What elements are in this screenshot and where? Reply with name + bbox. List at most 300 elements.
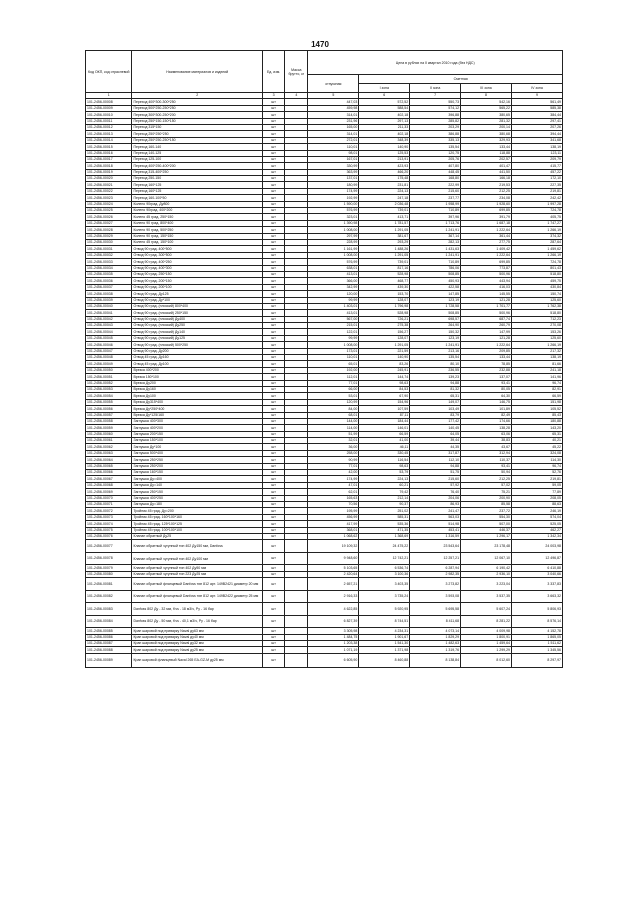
row-zone-4-price: 143,20 [511, 425, 562, 431]
row-mass [285, 578, 308, 591]
row-code: 101-2456-00056 [86, 406, 132, 412]
header-zone-2: II зона [410, 84, 461, 93]
row-release-price: 366,00 [308, 278, 359, 284]
row-release-price: 42,00 [308, 470, 359, 476]
column-index: 2 [132, 93, 263, 99]
row-code: 101-2456-00028 [86, 227, 132, 233]
row-zone-3-price: 147,99 [461, 329, 512, 335]
row-release-price: 165,00 [308, 124, 359, 130]
row-release-price: 66,00 [308, 386, 359, 392]
row-zone-1-price: 1 291,05 [359, 252, 410, 258]
row-unit: шт [263, 634, 285, 640]
row-zone-3-price: 361,44 [461, 233, 512, 239]
row-name: Кран шаровой под приварку Naval ду32 мм [132, 640, 263, 646]
row-release-price: 174,99 [308, 476, 359, 482]
row-unit: шт [263, 521, 285, 527]
row-name: Отвод 90 град. 200*150 [132, 278, 263, 284]
row-zone-3-price: 565,22 [461, 105, 512, 111]
row-zone-3-price: 4 009,98 [461, 628, 512, 634]
row-release-price: 1 008,00 [308, 342, 359, 348]
row-zone-2-price: 80,10 [410, 361, 461, 367]
row-release-price: 323,01 [308, 214, 359, 220]
row-unit: шт [263, 303, 285, 309]
row-unit: шт [263, 99, 285, 105]
row-zone-4-price: 8 297,97 [511, 653, 562, 667]
row-zone-3-price: 3 223,04 [461, 578, 512, 591]
row-unit: шт [263, 252, 285, 258]
row-code: 101-2456-00033 [86, 259, 132, 265]
row-zone-2-price: 83,79 [410, 412, 461, 418]
row-name: Клапан обратный Ду25 [132, 533, 263, 539]
row-zone-3-price: 137,07 [461, 374, 512, 380]
row-unit: шт [263, 105, 285, 111]
row-unit: шт [263, 540, 285, 553]
row-zone-1-price: 128,07 [359, 335, 410, 341]
row-code: 101-2456-00009 [86, 105, 132, 111]
row-zone-1-price: 588,54 [359, 105, 410, 111]
header-estimate: Сметная [359, 75, 563, 84]
row-name: Отвод 90 град. (плоский) 250*150 [132, 310, 263, 316]
row-zone-3-price: 63,06 [461, 431, 512, 437]
row-zone-3-price: 237,72 [461, 508, 512, 514]
row-code: 101-2456-00043 [86, 323, 132, 329]
row-zone-4-price: 3 337,83 [511, 578, 562, 591]
row-zone-1-price: 439,30 [359, 284, 410, 290]
row-code: 101-2456-00008 [86, 99, 132, 105]
row-code: 101-2456-00011 [86, 118, 132, 124]
row-zone-1-price: 140,90 [359, 355, 410, 361]
row-code: 101-2456-00060 [86, 431, 132, 437]
row-release-price: 1 390,98 [308, 220, 359, 226]
row-release-price: 2 420,64 [308, 571, 359, 577]
row-release-price: 576,99 [308, 208, 359, 214]
row-zone-1-price: 413,71 [359, 214, 410, 220]
row-zone-4-price: 114,30 [511, 457, 562, 463]
row-zone-1-price: 8 744,51 [359, 615, 410, 628]
row-zone-3-price: 138,28 [461, 425, 512, 431]
row-zone-1-price: 87,11 [359, 412, 410, 418]
row-zone-1-price: 3 735,24 [359, 590, 410, 603]
row-release-price: 68,01 [308, 412, 359, 418]
row-release-price: 231,96 [308, 118, 359, 124]
row-zone-4-price: 227,35 [511, 182, 562, 188]
row-zone-4-price: 3 040,66 [511, 571, 562, 577]
row-code: 101-2456-00024 [86, 201, 132, 207]
row-zone-2-price: 1 728,58 [410, 303, 461, 309]
row-zone-4-price: 1 997,28 [511, 201, 562, 207]
row-name: Врезка Ду100 [132, 393, 263, 399]
row-zone-3-price: 1 800,91 [461, 634, 512, 640]
row-zone-4-price: 209,79 [511, 156, 562, 162]
row-release-price: 2 916,33 [308, 590, 359, 603]
row-zone-3-price: 12 067,10 [461, 552, 512, 565]
row-release-price: 228,99 [308, 239, 359, 245]
row-zone-3-price: 380,68 [461, 131, 512, 137]
row-zone-1-price: 66,59 [359, 431, 410, 437]
row-zone-1-price: 175,48 [359, 176, 410, 182]
row-unit: шт [263, 316, 285, 322]
row-zone-4-price: 459,75 [511, 278, 562, 284]
row-zone-1-price: 3 100,36 [359, 571, 410, 577]
row-zone-4-price: 241,18 [511, 367, 562, 373]
row-release-price: 1 590,00 [308, 201, 359, 207]
row-code: 101-2456-00072 [86, 508, 132, 514]
row-zone-4-price: 40,21 [511, 438, 562, 444]
row-zone-1-price: 2 036,48 [359, 201, 410, 207]
row-release-price: 120,00 [308, 291, 359, 297]
row-code: 101-2456-00023 [86, 195, 132, 201]
row-zone-1-price: 4 234,31 [359, 628, 410, 634]
row-zone-3-price: 1 296,17 [461, 533, 512, 539]
row-zone-4-price: 1 747,27 [511, 220, 562, 226]
row-zone-2-price: 786,06 [410, 265, 461, 271]
row-unit: шт [263, 118, 285, 124]
row-code: 101-2456-00037 [86, 284, 132, 290]
row-zone-2-price: 86,93 [410, 502, 461, 508]
row-zone-4-price: 219,81 [511, 188, 562, 194]
table-row [86, 653, 563, 667]
row-unit: шт [263, 342, 285, 348]
row-name: Заглушка 400*250 [132, 495, 263, 501]
table-row [86, 552, 563, 565]
row-name: Заглушка 160*150 [132, 470, 263, 476]
row-unit: шт [263, 188, 285, 194]
row-zone-1-price: 739,01 [359, 208, 410, 214]
row-release-price: 1 484,75 [308, 634, 359, 640]
row-zone-1-price: 144,74 [359, 374, 410, 380]
row-name: Заглушка 250*200 [132, 463, 263, 469]
row-name: Заглушка 250*250 [132, 457, 263, 463]
row-zone-2-price: 149,07 [410, 399, 461, 405]
row-zone-3-price: 391,79 [461, 214, 512, 220]
row-code: 101-2456-00036 [86, 278, 132, 284]
row-code: 101-2456-00012 [86, 124, 132, 130]
row-release-price: 330,99 [308, 163, 359, 169]
row-code: 101-2456-00031 [86, 246, 132, 252]
row-zone-2-price: 177,42 [410, 418, 461, 424]
row-unit: шт [263, 208, 285, 214]
row-unit: шт [263, 457, 285, 463]
row-name: Тройник 45 град. 100*100*100 [132, 527, 263, 533]
row-zone-4-price: 724,78 [511, 208, 562, 214]
row-code: 101-2456-00042 [86, 316, 132, 322]
row-name: Отвод 45 град. Ду160 [132, 355, 263, 361]
row-release-price: 413,01 [308, 271, 359, 277]
row-zone-3-price: 1 299,29 [461, 647, 512, 653]
row-unit: шт [263, 156, 285, 162]
row-zone-4-price: 525,05 [511, 521, 562, 527]
row-release-price: 90,99 [308, 457, 359, 463]
row-release-price: 413,01 [308, 310, 359, 316]
row-zone-3-price: 1 459,64 [461, 640, 512, 646]
row-zone-4-price: 462,27 [511, 527, 562, 533]
row-zone-2-price: 264,90 [410, 323, 461, 329]
row-zone-1-price: 381,67 [359, 233, 410, 239]
row-zone-2-price: 94,88 [410, 463, 461, 469]
row-name: Врезка Ду160 [132, 386, 263, 392]
row-zone-4-price: 141,96 [511, 374, 562, 380]
row-zone-2-price: 6 287,94 [410, 565, 461, 571]
row-zone-4-price: 341,68 [511, 137, 562, 143]
row-zone-4-price: 394,44 [511, 131, 562, 137]
row-zone-2-price: 51,75 [410, 470, 461, 476]
row-zone-1-price: 1 796,98 [359, 303, 410, 309]
row-zone-2-price: 140,45 [410, 425, 461, 431]
row-zone-1-price: 224,13 [359, 476, 410, 482]
row-zone-2-price: 1 829,29 [410, 634, 461, 640]
row-zone-4-price: 151,98 [511, 399, 562, 405]
row-zone-2-price: 514,98 [410, 521, 461, 527]
row-release-price: 3 305,98 [308, 628, 359, 634]
row-zone-3-price: 1 928,60 [461, 201, 512, 207]
row-zone-1-price: 98,63 [359, 380, 410, 386]
row-release-price: 47,01 [308, 482, 359, 488]
row-zone-4-price: 384,44 [511, 112, 562, 118]
row-name: Кран шаровой фланцевый Naval 265 ЕА-GZ-M ду25 мм [132, 653, 263, 667]
row-name: Отвод 90 град. 400*300 [132, 265, 263, 271]
row-zone-1-price: 24 475,22 [359, 540, 410, 553]
row-name: Клапан обратный фланцевый Danfoss тип 812 арт. 149B2422 диаметр 25 мм [132, 590, 263, 603]
row-zone-4-price: 3 663,32 [511, 590, 562, 603]
row-code: 101-2456-00052 [86, 380, 132, 386]
row-name: Колено 45 град. 250*150 [132, 214, 263, 220]
row-zone-2-price: 135,54 [410, 355, 461, 361]
row-zone-2-price: 4 073,14 [410, 628, 461, 634]
row-release-price: 195,99 [308, 508, 359, 514]
row-zone-4-price: 246,19 [511, 508, 562, 514]
row-code: 101-2456-00068 [86, 482, 132, 488]
row-code: 101-2456-00058 [86, 418, 132, 424]
row-zone-3-price: 329,93 [461, 137, 512, 143]
row-code: 101-2456-00027 [86, 220, 132, 226]
row-unit: шт [263, 284, 285, 290]
row-name: Кран шаровой под приварку Naval ду25 мм [132, 647, 263, 653]
column-index: 4 [285, 93, 308, 99]
row-zone-4-price: 324,08 [511, 450, 562, 456]
row-name: Отвод 90 град. (плоский) 500*250 [132, 342, 263, 348]
row-unit: шт [263, 163, 285, 169]
row-unit: шт [263, 482, 285, 488]
row-name: Заглушка 250*150 [132, 489, 263, 495]
row-zone-1-price: 466,20 [359, 169, 410, 175]
row-unit: шт [263, 374, 285, 380]
row-release-price: 1 403,01 [308, 303, 359, 309]
row-unit: шт [263, 463, 285, 469]
row-zone-1-price: 46,11 [359, 444, 410, 450]
row-unit: шт [263, 291, 285, 297]
row-zone-2-price: 57,92 [410, 482, 461, 488]
row-zone-3-price: 200,90 [461, 495, 512, 501]
row-zone-3-price: 699,85 [461, 208, 512, 214]
row-zone-3-price: 277,75 [461, 239, 512, 245]
row-zone-2-price: 23 543,64 [410, 540, 461, 553]
row-zone-2-price: 112,10 [410, 457, 461, 463]
row-release-price: 576,99 [308, 259, 359, 265]
row-zone-3-price: 93,41 [461, 380, 512, 386]
row-zone-2-price: 237,77 [410, 195, 461, 201]
row-zone-4-price: 1 459,62 [511, 246, 562, 252]
row-zone-4-price: 1 511,62 [511, 640, 562, 646]
row-zone-2-price: 203,29 [410, 124, 461, 130]
row-name: Клапан обратный фланцевый Danfoss тип 812 арт. 149B2421 диаметр 20 мм [132, 578, 263, 591]
row-unit: шт [263, 335, 285, 341]
table-row [86, 578, 563, 591]
row-code: 101-2456-00022 [86, 188, 132, 194]
row-code: 101-2456-00065 [86, 463, 132, 469]
row-zone-1-price: 212,14 [359, 495, 410, 501]
row-zone-3-price: 234,08 [461, 195, 512, 201]
row-name: Колено 90град. Ду800 [132, 201, 263, 207]
row-zone-1-price: 402,18 [359, 131, 410, 137]
row-zone-1-price: 275,38 [359, 323, 410, 329]
row-code: 101-2456-00081 [86, 578, 132, 591]
row-code: 101-2456-00079 [86, 565, 132, 571]
row-name: Заглушка 400*200 [132, 425, 263, 431]
row-unit: шт [263, 323, 285, 329]
row-name: Отвод 90 град. Ду200 [132, 348, 263, 354]
row-code: 101-2456-00076 [86, 533, 132, 539]
row-zone-1-price: 402,18 [359, 112, 410, 118]
row-zone-2-price: 1 241,91 [410, 227, 461, 233]
row-code: 101-2456-00063 [86, 450, 132, 456]
row-release-price: 137,01 [308, 176, 359, 182]
row-zone-4-price: 88,63 [511, 502, 562, 508]
row-code: 101-2456-00053 [86, 386, 132, 392]
row-name: Тройник 45 град. 160*100*160 [132, 514, 263, 520]
row-zone-2-price: 1 316,59 [410, 533, 461, 539]
row-code: 101-2456-00061 [86, 438, 132, 444]
row-zone-4-price: 1 865,05 [511, 634, 562, 640]
row-zone-1-price: 535,36 [359, 521, 410, 527]
row-zone-4-price: 150,74 [511, 291, 562, 297]
row-release-price: 70,56 [308, 502, 359, 508]
row-zone-3-price: 8 012,60 [461, 653, 512, 667]
row-zone-3-price: 260,79 [461, 323, 512, 329]
row-zone-1-price: 6 536,74 [359, 565, 410, 571]
row-code: 101-2456-00085 [86, 628, 132, 634]
row-zone-1-price: 67,90 [359, 393, 410, 399]
row-release-price: 110,01 [308, 355, 359, 361]
row-zone-4-price: 219,81 [511, 476, 562, 482]
row-unit: шт [263, 310, 285, 316]
row-unit: шт [263, 640, 285, 646]
row-zone-2-price: 1 713,76 [410, 220, 461, 226]
row-code: 101-2456-00038 [86, 291, 132, 297]
row-name: Клапан обратный чугунный тип 223 Ду25 мм [132, 571, 263, 577]
row-unit: шт [263, 444, 285, 450]
table-row [86, 540, 563, 553]
row-zone-4-price: 65,31 [511, 431, 562, 437]
row-zone-1-price: 528,98 [359, 271, 410, 277]
row-release-price: 447,03 [308, 99, 359, 105]
row-zone-4-price: 585,38 [511, 105, 562, 111]
row-unit: шт [263, 571, 285, 577]
row-zone-4-price: 8 576,14 [511, 615, 562, 628]
row-name: Отвод 90 град. (плоский) Ду140 [132, 329, 263, 335]
header-zone-4: IV зона [511, 84, 562, 93]
row-zone-2-price: 204,06 [410, 495, 461, 501]
row-zone-2-price: 81,32 [410, 386, 461, 392]
row-unit: шт [263, 603, 285, 616]
row-name: Врезка 150*100 [132, 374, 263, 380]
row-unit: шт [263, 246, 285, 252]
row-zone-3-price: 1 222,64 [461, 227, 512, 233]
row-zone-4-price: 405,75 [511, 214, 562, 220]
row-code: 101-2456-00055 [86, 399, 132, 405]
row-zone-4-price: 59,05 [511, 482, 562, 488]
row-unit: шт [263, 533, 285, 539]
row-unit: шт [263, 431, 285, 437]
column-index: 6 [359, 93, 410, 99]
row-unit: шт [263, 653, 285, 667]
row-name: Заглушка 500*400 [132, 450, 263, 456]
row-zone-3-price: 82,49 [461, 412, 512, 418]
row-zone-1-price: 1 488,26 [359, 246, 410, 252]
row-unit: шт [263, 615, 285, 628]
row-release-price: 314,01 [308, 112, 359, 118]
row-unit: шт [263, 239, 285, 245]
row-unit: шт [263, 367, 285, 373]
row-code: 101-2456-00034 [86, 265, 132, 271]
row-name: Врезка Ду315*400 [132, 399, 263, 405]
row-name: Колено 90 град. 800*400 [132, 220, 263, 226]
row-zone-3-price: 80,05 [461, 386, 512, 392]
row-zone-2-price: 215,60 [410, 188, 461, 194]
row-zone-2-price: 453,41 [410, 527, 461, 533]
row-name: Колено 90 град. 500*250 [132, 227, 263, 233]
row-unit: шт [263, 227, 285, 233]
row-name: Переход 315-400*250 [132, 169, 263, 175]
row-code: 101-2456-00050 [86, 367, 132, 373]
row-zone-3-price: 232,88 [461, 367, 512, 373]
row-name: Отвод 90 град. (плоский) Ду250 [132, 323, 263, 329]
row-release-price: 62,01 [308, 489, 359, 495]
row-release-price: 368,01 [308, 527, 359, 533]
row-unit: шт [263, 552, 285, 565]
row-unit: шт [263, 144, 285, 150]
row-release-price: 567,00 [308, 316, 359, 322]
row-release-price: 112,01 [308, 374, 359, 380]
row-zone-2-price: 450,93 [410, 278, 461, 284]
row-zone-4-price: 105,52 [511, 406, 562, 412]
row-name: Переход 125-100 [132, 156, 263, 162]
row-release-price: 114,00 [308, 425, 359, 431]
row-zone-2-price: 397,96 [410, 214, 461, 220]
row-zone-1-price: 247,18 [359, 195, 410, 201]
row-release-price: 165,63 [308, 495, 359, 501]
row-release-price: 272,01 [308, 137, 359, 143]
row-name: Тройник 45 град. Ду=200 [132, 508, 263, 514]
row-release-price: 122,01 [308, 329, 359, 335]
row-zone-2-price: 5 695,58 [410, 603, 461, 616]
row-zone-2-price: 407,80 [410, 163, 461, 169]
header-zone-3: III зона [461, 84, 512, 93]
row-name: Отвод 90 град. 200*100 [132, 284, 263, 290]
row-zone-1-price: 98,63 [359, 463, 410, 469]
row-unit: шт [263, 380, 285, 386]
row-code: 101-2456-00086 [86, 634, 132, 640]
row-unit: шт [263, 489, 285, 495]
row-zone-1-price: 1 291,05 [359, 342, 410, 348]
row-zone-3-price: 507,00 [461, 521, 512, 527]
row-zone-4-price: 801,43 [511, 265, 562, 271]
table-row [86, 590, 563, 603]
row-zone-1-price: 817,16 [359, 265, 410, 271]
row-zone-1-price: 585,31 [359, 514, 410, 520]
row-zone-4-price: 287,64 [511, 239, 562, 245]
row-unit: шт [263, 425, 285, 431]
row-code: 101-2456-00082 [86, 590, 132, 603]
